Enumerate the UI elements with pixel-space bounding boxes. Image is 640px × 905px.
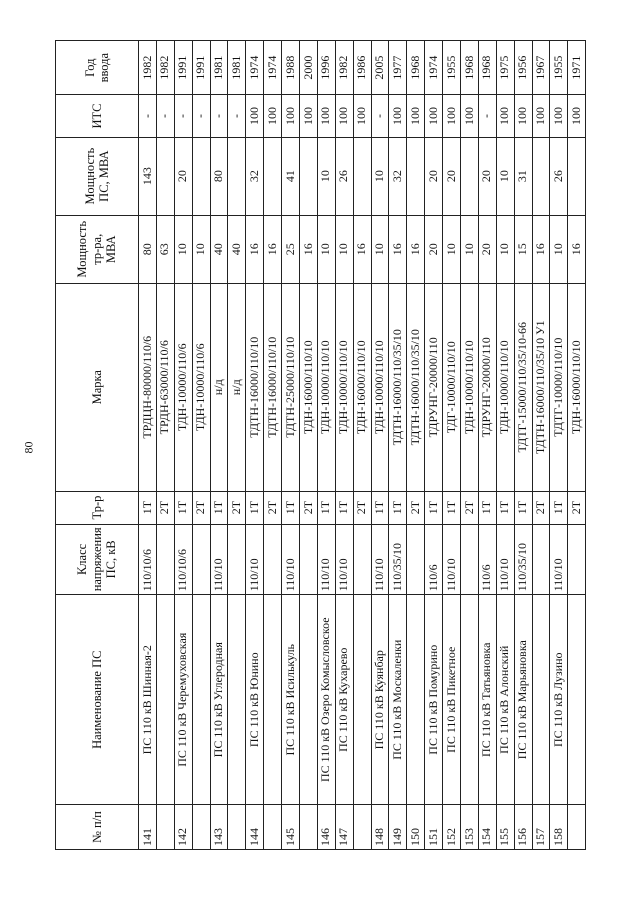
cell-transformer: 2Т (192, 491, 210, 524)
cell-num: 156 (514, 805, 532, 850)
cell-substation-power: 26 (550, 137, 568, 215)
cell-substation-power (407, 137, 425, 215)
cell-year: 1971 (568, 41, 586, 95)
cell-substation-name: ПС 110 кВ Татьяновка (478, 595, 496, 805)
table-row (353, 41, 371, 850)
cell-transformer: 2Т (461, 491, 479, 524)
cell-num: 152 (443, 805, 461, 850)
cell-year: 1981 (210, 41, 228, 95)
table-row (210, 41, 228, 850)
cell-voltage-class (568, 524, 586, 595)
cell-voltage-class (532, 524, 550, 595)
cell-transformer-power: 40 (210, 215, 228, 283)
cell-transformer-power: 20 (425, 215, 443, 283)
cell-num: 149 (389, 805, 407, 850)
table-row (478, 41, 496, 850)
cell-voltage-class (228, 524, 246, 595)
cell-its: - (192, 95, 210, 137)
cell-mark: ТДТН-16000/110/35/10 (389, 283, 407, 491)
cell-voltage-class (407, 524, 425, 595)
cell-its: 100 (246, 95, 264, 137)
cell-substation-power: 20 (174, 137, 192, 215)
cell-its: 100 (550, 95, 568, 137)
cell-substation-name: ПС 110 кВ Углеродная (210, 595, 228, 805)
page-number: 80 (21, 441, 36, 454)
cell-substation-name: ПС 110 кВ Помурино (425, 595, 443, 805)
cell-mark: ТРДН-63000/110/6 (156, 283, 174, 491)
cell-transformer-power: 10 (174, 215, 192, 283)
cell-transformer: 2Т (568, 491, 586, 524)
header-year: Год ввода (56, 41, 139, 95)
cell-voltage-class: 110/10 (371, 524, 389, 595)
table-header (56, 41, 139, 850)
cell-substation-power (568, 137, 586, 215)
rotated-table-container (55, 40, 583, 850)
table-row (496, 41, 514, 850)
cell-transformer-power: 16 (246, 215, 264, 283)
table-row (514, 41, 532, 850)
cell-voltage-class (264, 524, 282, 595)
cell-num (228, 805, 246, 850)
cell-year: 1974 (246, 41, 264, 95)
table-row (371, 41, 389, 850)
cell-substation-power (353, 137, 371, 215)
cell-transformer-power: 20 (478, 215, 496, 283)
cell-substation-name (461, 595, 479, 805)
table-row (568, 41, 586, 850)
cell-its: 100 (300, 95, 318, 137)
cell-mark: ТДГ-10000/110/10 (443, 283, 461, 491)
cell-transformer-power: 10 (192, 215, 210, 283)
table-row (443, 41, 461, 850)
cell-its: 100 (443, 95, 461, 137)
cell-mark: ТДРУНГ-20000/110 (478, 283, 496, 491)
table-row (228, 41, 246, 850)
cell-year: 1967 (532, 41, 550, 95)
cell-voltage-class: 110/35/10 (389, 524, 407, 595)
cell-transformer: 1Т (478, 491, 496, 524)
cell-voltage-class: 110/35/10 (514, 524, 532, 595)
cell-num: 141 (139, 805, 157, 850)
cell-substation-power: 10 (496, 137, 514, 215)
table-row (300, 41, 318, 850)
header-num: № п/п (56, 805, 139, 850)
cell-substation-power (300, 137, 318, 215)
cell-transformer: 1Т (425, 491, 443, 524)
cell-voltage-class: 110/10 (550, 524, 568, 595)
cell-transformer-power: 15 (514, 215, 532, 283)
cell-its: - (210, 95, 228, 137)
cell-mark: ТДН-10000/110/6 (192, 283, 210, 491)
cell-substation-power: 31 (514, 137, 532, 215)
cell-voltage-class: 110/10 (317, 524, 335, 595)
cell-substation-name: ПС 110 кВ Юнино (246, 595, 264, 805)
cell-transformer: 1Т (246, 491, 264, 524)
cell-transformer-power: 40 (228, 215, 246, 283)
cell-year: 2000 (300, 41, 318, 95)
cell-num (300, 805, 318, 850)
header-name: Наименование ПС (56, 595, 139, 805)
header-its: ИТС (56, 95, 139, 137)
cell-transformer-power: 16 (389, 215, 407, 283)
cell-its: - (228, 95, 246, 137)
table-viewport (55, 40, 583, 850)
cell-substation-power (228, 137, 246, 215)
cell-substation-power (461, 137, 479, 215)
cell-voltage-class: 110/10 (496, 524, 514, 595)
cell-transformer-power: 10 (550, 215, 568, 283)
cell-num: 150 (407, 805, 425, 850)
cell-substation-name: ПС 110 кВ Кухарево (335, 595, 353, 805)
cell-mark: н/д (228, 283, 246, 491)
cell-transformer: 1Т (282, 491, 300, 524)
cell-transformer-power: 16 (353, 215, 371, 283)
cell-transformer: 2Т (228, 491, 246, 524)
cell-its: - (478, 95, 496, 137)
cell-transformer-power: 10 (317, 215, 335, 283)
cell-its: 100 (317, 95, 335, 137)
cell-num: 153 (461, 805, 479, 850)
cell-num: 148 (371, 805, 389, 850)
cell-its: 100 (282, 95, 300, 137)
cell-transformer-power: 10 (443, 215, 461, 283)
cell-num: 145 (282, 805, 300, 850)
header-voltage-class: Класс напряжения ПС, кВ (56, 524, 139, 595)
cell-substation-name (532, 595, 550, 805)
cell-its: 100 (264, 95, 282, 137)
cell-voltage-class (192, 524, 210, 595)
cell-year: 1981 (228, 41, 246, 95)
cell-transformer: 2Т (407, 491, 425, 524)
cell-mark: ТДТГ-10000/110/10 (550, 283, 568, 491)
cell-mark: ТДТН-16000/110/35/10 У1 (532, 283, 550, 491)
cell-year: 1974 (425, 41, 443, 95)
cell-its: 100 (353, 95, 371, 137)
cell-transformer: 1Т (514, 491, 532, 524)
cell-its: - (371, 95, 389, 137)
cell-substation-power: 10 (317, 137, 335, 215)
cell-substation-power: 20 (425, 137, 443, 215)
cell-num: 143 (210, 805, 228, 850)
header-transformer-power: Мощность тр-ра, МВА (56, 215, 139, 283)
cell-mark: ТДН-10000/110/6 (174, 283, 192, 491)
cell-transformer: 1Т (174, 491, 192, 524)
cell-num: 157 (532, 805, 550, 850)
cell-voltage-class: 110/10 (282, 524, 300, 595)
table-row (335, 41, 353, 850)
cell-voltage-class (300, 524, 318, 595)
cell-transformer: 2Т (264, 491, 282, 524)
cell-its: 100 (568, 95, 586, 137)
cell-substation-name: ПС 110 кВ Черемуховская (174, 595, 192, 805)
cell-year: 1982 (139, 41, 157, 95)
cell-transformer: 2Т (532, 491, 550, 524)
table-row (192, 41, 210, 850)
cell-year: 1956 (514, 41, 532, 95)
cell-mark: ТДН-10000/110/10 (496, 283, 514, 491)
cell-substation-name (192, 595, 210, 805)
cell-num: 147 (335, 805, 353, 850)
cell-transformer: 1Т (371, 491, 389, 524)
cell-transformer-power: 10 (496, 215, 514, 283)
cell-year: 1977 (389, 41, 407, 95)
cell-substation-name: ПС 110 кВ Алонский (496, 595, 514, 805)
cell-transformer-power: 10 (461, 215, 479, 283)
cell-transformer-power: 80 (139, 215, 157, 283)
cell-mark: ТДТГ-15000/110/35/10-66 (514, 283, 532, 491)
cell-year: 1986 (353, 41, 371, 95)
cell-voltage-class (156, 524, 174, 595)
cell-num (568, 805, 586, 850)
substation-table (55, 40, 586, 850)
cell-transformer-power: 16 (300, 215, 318, 283)
cell-mark: ТДТН-16000/110/10 (264, 283, 282, 491)
cell-substation-name: ПС 110 кВ Шинная-2 (139, 595, 157, 805)
cell-its: - (174, 95, 192, 137)
cell-its: 100 (496, 95, 514, 137)
cell-year: 1975 (496, 41, 514, 95)
cell-substation-power: 32 (389, 137, 407, 215)
cell-year: 1974 (264, 41, 282, 95)
cell-year: 1996 (317, 41, 335, 95)
cell-year: 1968 (478, 41, 496, 95)
cell-num: 158 (550, 805, 568, 850)
cell-transformer-power: 63 (156, 215, 174, 283)
cell-its: 100 (461, 95, 479, 137)
cell-num (264, 805, 282, 850)
cell-voltage-class: 110/10 (443, 524, 461, 595)
cell-substation-name: ПС 110 кВ Марьяновка (514, 595, 532, 805)
cell-num (156, 805, 174, 850)
cell-substation-name (407, 595, 425, 805)
cell-num: 146 (317, 805, 335, 850)
cell-substation-name: ПС 110 кВ Москаленки (389, 595, 407, 805)
table-row (246, 41, 264, 850)
table-row (461, 41, 479, 850)
table-row (389, 41, 407, 850)
cell-transformer-power: 10 (335, 215, 353, 283)
table-row (174, 41, 192, 850)
cell-voltage-class (461, 524, 479, 595)
cell-transformer: 1Т (496, 491, 514, 524)
cell-voltage-class (353, 524, 371, 595)
cell-year: 2005 (371, 41, 389, 95)
cell-substation-power: 26 (335, 137, 353, 215)
cell-mark: ТДН-10000/110/10 (461, 283, 479, 491)
cell-transformer: 1Т (335, 491, 353, 524)
cell-substation-name: ПС 110 кВ Куянбар (371, 595, 389, 805)
cell-mark: ТДН-10000/110/10 (335, 283, 353, 491)
cell-mark: ТДТН-16000/110/10 (246, 283, 264, 491)
cell-transformer: 1Т (210, 491, 228, 524)
header-mark: Марка (56, 283, 139, 491)
cell-transformer-power: 16 (407, 215, 425, 283)
cell-voltage-class: 110/10 (246, 524, 264, 595)
cell-transformer-power: 16 (568, 215, 586, 283)
header-substation-power: Мощность ПС, МВА (56, 137, 139, 215)
cell-substation-name (568, 595, 586, 805)
cell-year: 1968 (461, 41, 479, 95)
cell-its: 100 (514, 95, 532, 137)
cell-its: 100 (335, 95, 353, 137)
cell-substation-power (532, 137, 550, 215)
cell-year: 1991 (192, 41, 210, 95)
cell-mark: ТДН-16000/110/10 (300, 283, 318, 491)
cell-voltage-class: 110/6 (478, 524, 496, 595)
cell-year: 1982 (335, 41, 353, 95)
cell-transformer: 1Т (139, 491, 157, 524)
cell-substation-power: 20 (478, 137, 496, 215)
cell-mark: ТДТН-25000/110/10 (282, 283, 300, 491)
cell-mark: ТДН-16000/110/10 (353, 283, 371, 491)
table-row (264, 41, 282, 850)
header-row (56, 41, 139, 850)
cell-transformer: 1Т (550, 491, 568, 524)
cell-mark: н/д (210, 283, 228, 491)
cell-its: 100 (407, 95, 425, 137)
cell-voltage-class: 110/6 (425, 524, 443, 595)
cell-year: 1982 (156, 41, 174, 95)
cell-voltage-class: 110/10/6 (174, 524, 192, 595)
cell-transformer: 2Т (353, 491, 371, 524)
cell-substation-power: 20 (443, 137, 461, 215)
cell-transformer: 1Т (443, 491, 461, 524)
table-row (156, 41, 174, 850)
cell-its: - (139, 95, 157, 137)
table-row (532, 41, 550, 850)
cell-its: 100 (425, 95, 443, 137)
cell-transformer: 2Т (156, 491, 174, 524)
cell-mark: ТДН-10000/110/10 (371, 283, 389, 491)
cell-year: 1991 (174, 41, 192, 95)
cell-voltage-class: 110/10 (335, 524, 353, 595)
cell-substation-power (192, 137, 210, 215)
header-transformer: Тр-р (56, 491, 139, 524)
cell-substation-name: ПС 110 кВ Пикетное (443, 595, 461, 805)
cell-substation-name (353, 595, 371, 805)
cell-num: 155 (496, 805, 514, 850)
cell-its: 100 (389, 95, 407, 137)
cell-num: 154 (478, 805, 496, 850)
cell-transformer-power: 25 (282, 215, 300, 283)
cell-its: - (156, 95, 174, 137)
cell-substation-name: ПС 110 кВ Лузино (550, 595, 568, 805)
cell-substation-power: 10 (371, 137, 389, 215)
cell-mark: ТРДЦН-80000/110/6 (139, 283, 157, 491)
cell-substation-name: ПС 110 кВ Исилькуль (282, 595, 300, 805)
cell-substation-power: 41 (282, 137, 300, 215)
cell-year: 1955 (550, 41, 568, 95)
cell-transformer-power: 16 (264, 215, 282, 283)
cell-substation-name (156, 595, 174, 805)
cell-year: 1988 (282, 41, 300, 95)
cell-substation-power: 143 (139, 137, 157, 215)
table-body (139, 41, 586, 850)
cell-transformer-power: 16 (532, 215, 550, 283)
cell-substation-name (264, 595, 282, 805)
cell-mark: ТДН-16000/110/10 (568, 283, 586, 491)
cell-substation-power: 80 (210, 137, 228, 215)
cell-num: 144 (246, 805, 264, 850)
cell-transformer: 1Т (389, 491, 407, 524)
table-row (282, 41, 300, 850)
cell-num (353, 805, 371, 850)
cell-substation-power: 32 (246, 137, 264, 215)
cell-substation-power (156, 137, 174, 215)
cell-transformer: 2Т (300, 491, 318, 524)
table-row (317, 41, 335, 850)
cell-its: 100 (532, 95, 550, 137)
table-row (550, 41, 568, 850)
cell-voltage-class: 110/10 (210, 524, 228, 595)
cell-year: 1955 (443, 41, 461, 95)
cell-substation-power (264, 137, 282, 215)
cell-substation-name (300, 595, 318, 805)
table-row (139, 41, 157, 850)
cell-transformer: 1Т (317, 491, 335, 524)
cell-transformer-power: 10 (371, 215, 389, 283)
cell-mark: ТДН-10000/110/10 (317, 283, 335, 491)
cell-substation-name: ПС 110 кВ Озеро Комысловское (317, 595, 335, 805)
cell-num: 142 (174, 805, 192, 850)
cell-voltage-class: 110/10/6 (139, 524, 157, 595)
table-row (425, 41, 443, 850)
cell-year: 1968 (407, 41, 425, 95)
cell-mark: ТДРУНГ-20000/110 (425, 283, 443, 491)
cell-substation-name (228, 595, 246, 805)
cell-num (192, 805, 210, 850)
cell-mark: ТДТН-16000/110/35/10 (407, 283, 425, 491)
cell-num: 151 (425, 805, 443, 850)
table-row (407, 41, 425, 850)
